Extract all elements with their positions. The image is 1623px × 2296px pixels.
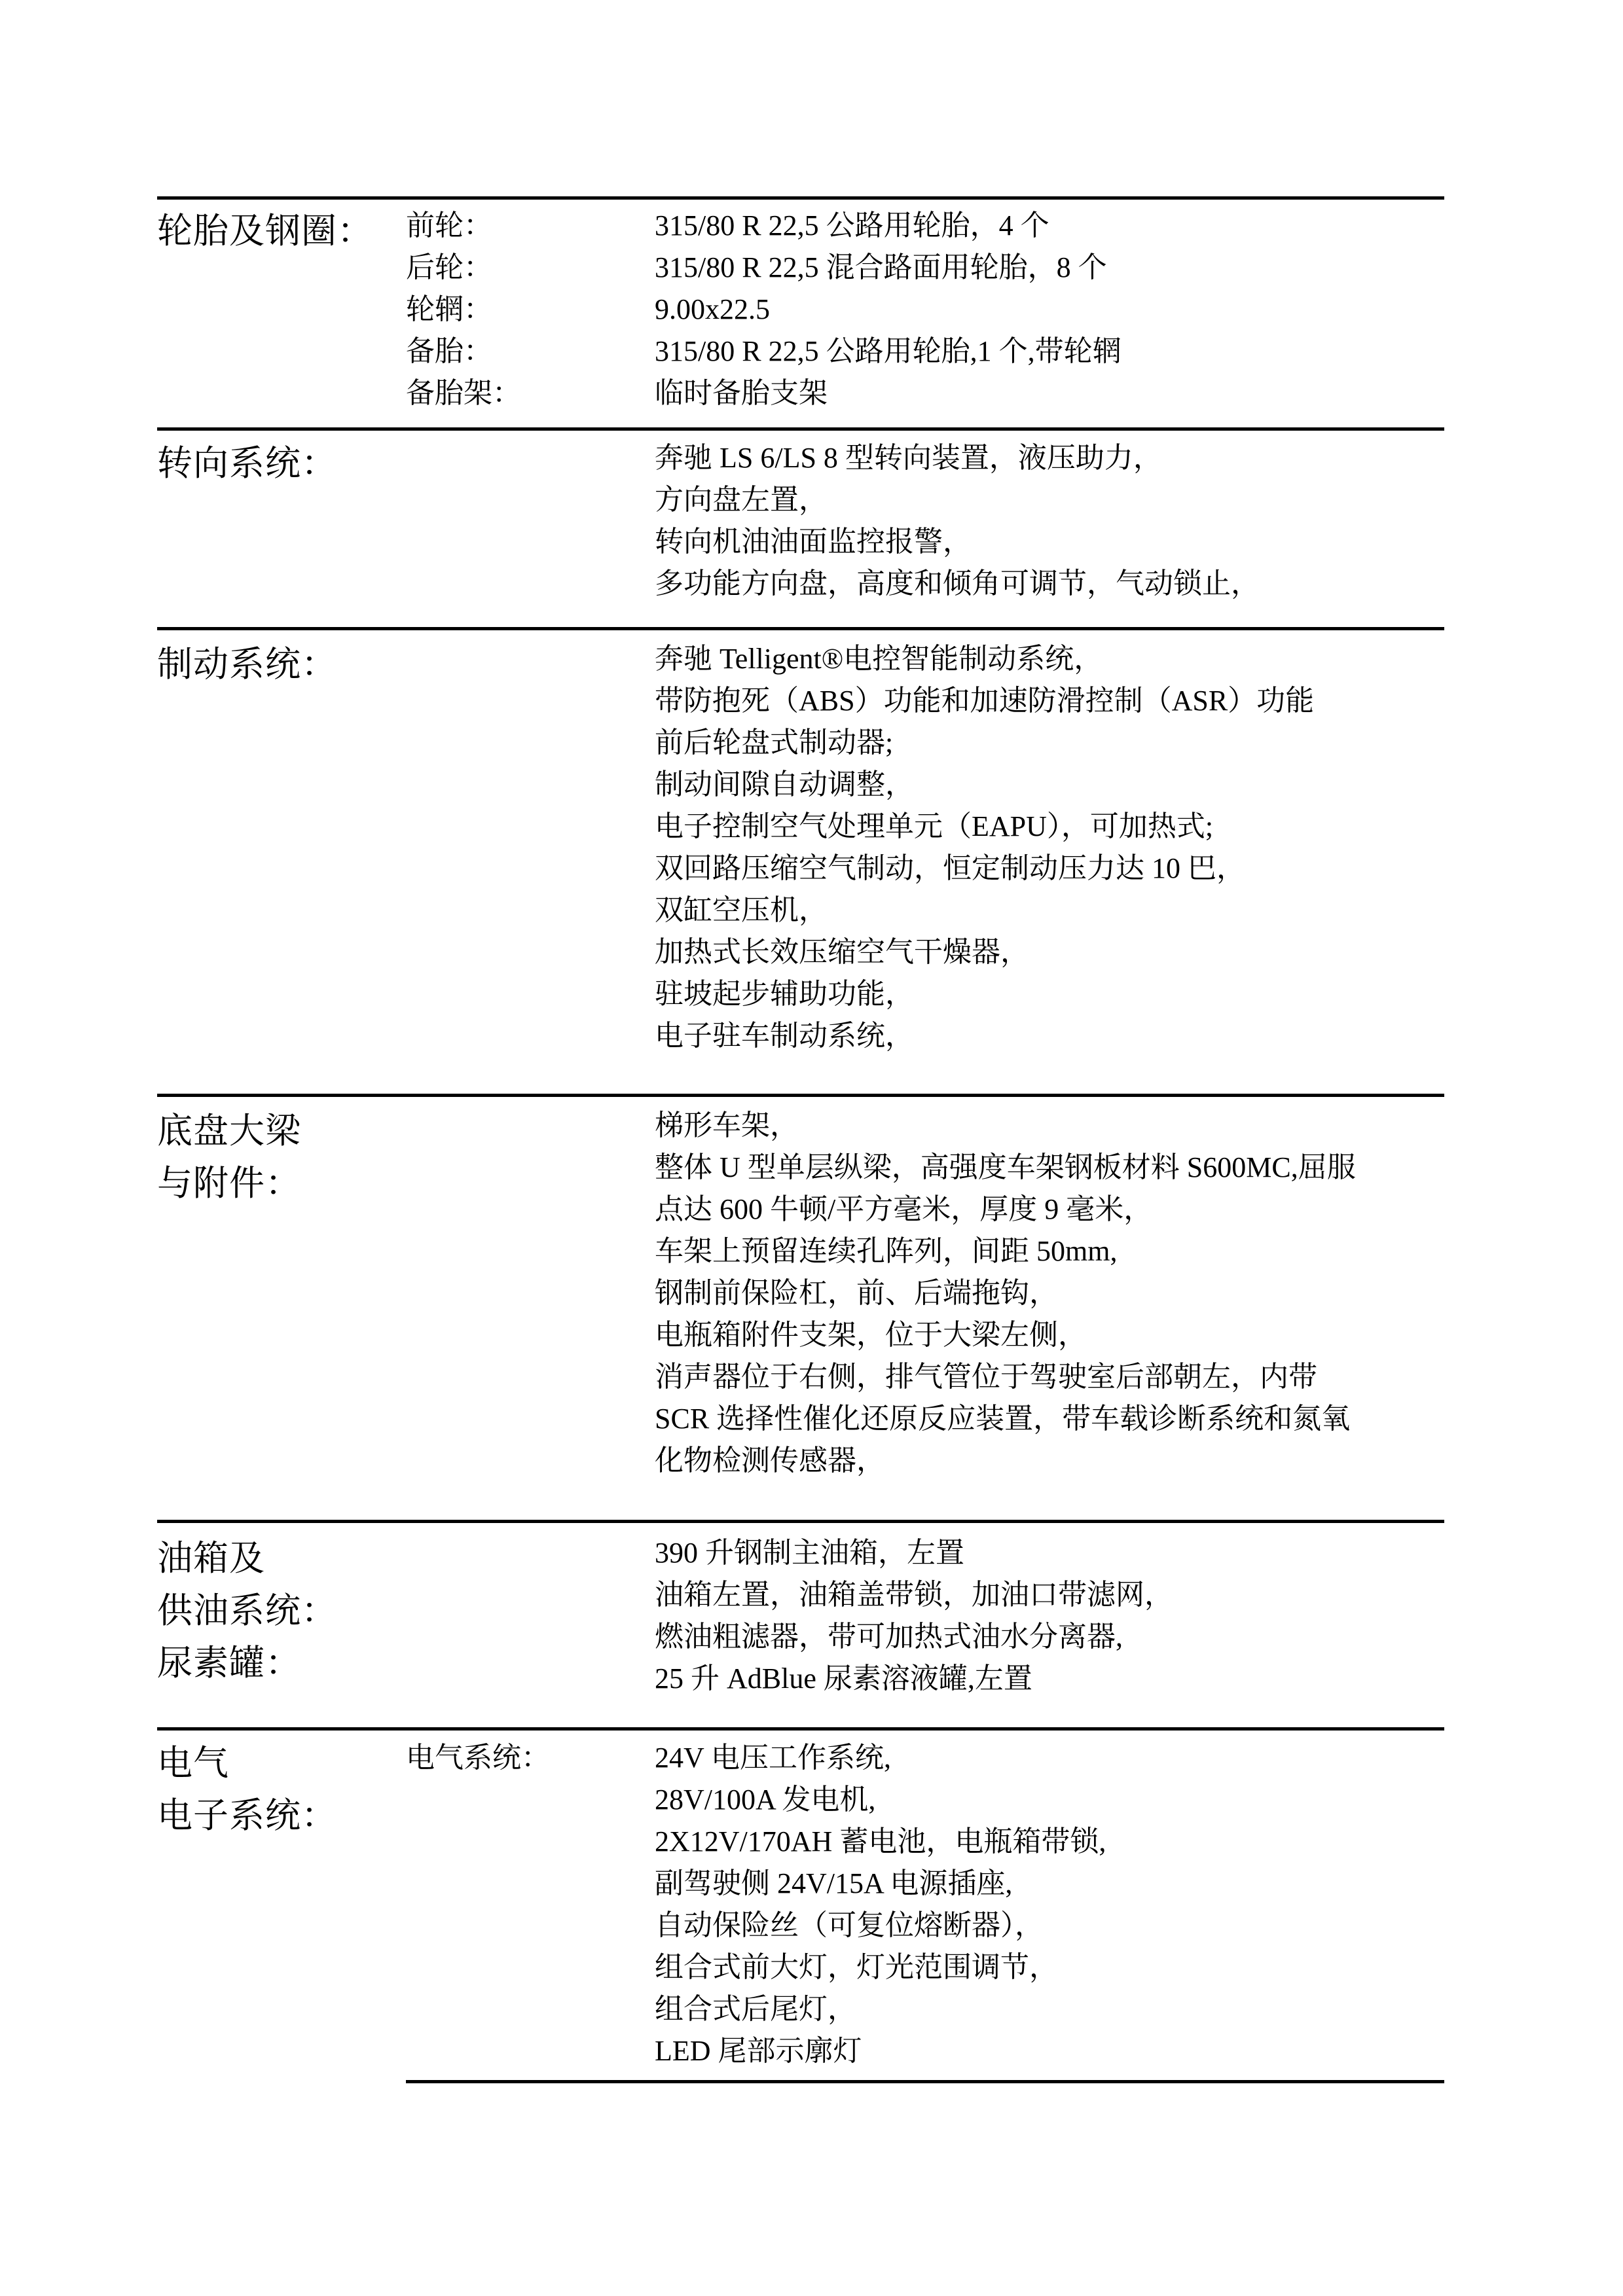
- spec-row: [406, 372, 1444, 414]
- spec-row: [406, 806, 1444, 848]
- spec-row: [406, 1105, 1444, 1147]
- spec-row: [406, 680, 1444, 722]
- spec-row-sublabel: [406, 889, 655, 931]
- section-chassis-frame-and-attachments: [157, 1094, 1444, 1520]
- spec-row-value: 315/80 R 22,5 混合路面用轮胎，8 个: [655, 251, 1107, 283]
- section-braking-system: [157, 627, 1444, 1094]
- spec-row-value: 燃油粗滤器，带可加热式油水分离器,: [655, 1621, 1123, 1653]
- spec-row-value: 电子驻车制动系统，: [655, 1020, 914, 1052]
- spec-row-sublabel: [406, 1863, 655, 1905]
- spec-row: [406, 437, 1444, 479]
- spec-row: [406, 638, 1444, 680]
- spec-row: [406, 1821, 1444, 1863]
- spec-row-value: 双回路压缩空气制动，恒定制动压力达 10 巴，: [655, 852, 1245, 884]
- spec-row-value: 315/80 R 22,5 公路用轮胎，4 个: [655, 209, 1049, 242]
- spec-row-value: 多功能方向盘，高度和倾角可调节，气动锁止，: [655, 567, 1260, 600]
- spec-row-value: 24V 电压工作系统,: [655, 1742, 891, 1774]
- spec-row-value: 驻坡起步辅助功能，: [655, 978, 914, 1010]
- spec-row: [406, 563, 1444, 605]
- spec-row-sublabel: [406, 1616, 655, 1658]
- section-label-line: 转向系统：: [157, 444, 337, 483]
- section-electrical-electronic-system: [157, 1727, 1444, 2080]
- spec-row: [406, 1230, 1444, 1272]
- spec-row-sublabel: [406, 1314, 655, 1356]
- section-rows: [406, 638, 1444, 1057]
- section-label: [157, 638, 406, 1057]
- spec-row-value: 25 升 AdBlue 尿素溶液罐,左置: [655, 1662, 1032, 1695]
- spec-row-value: 车架上预留连续孔阵列，间距 50mm,: [655, 1235, 1118, 1267]
- section-label-line: 尿素罐：: [157, 1643, 301, 1683]
- section-label: [157, 205, 406, 414]
- section-fuel-tank-and-supply-system: [157, 1520, 1444, 1727]
- spec-row-value: 电瓶箱附件支架，位于大梁左侧，: [655, 1319, 1087, 1351]
- spec-row-sublabel: [406, 1356, 655, 1398]
- section-steering-system: [157, 427, 1444, 627]
- section-label-line: 与附件：: [157, 1164, 301, 1203]
- section-label: [157, 1737, 406, 2072]
- table-bottom-rule: [406, 2080, 1444, 2083]
- spec-row: [406, 331, 1444, 372]
- spec-row: [406, 1905, 1444, 1946]
- spec-row-sublabel: [406, 638, 655, 680]
- spec-row-sublabel: 电气系统：: [406, 1742, 550, 1774]
- section-rows: [406, 1532, 1444, 1700]
- spec-row-value: 双缸空压机，: [655, 894, 828, 926]
- spec-row: [406, 848, 1444, 889]
- spec-row-sublabel: 前轮：: [406, 209, 492, 242]
- spec-row-value: 油箱左置，油箱盖带锁，加油口带滤网，: [655, 1579, 1173, 1611]
- spec-row-value: 奔驰 LS 6/LS 8 型转向装置，液压助力，: [655, 442, 1162, 474]
- spec-row: [406, 1272, 1444, 1314]
- spec-row-sublabel: [406, 1272, 655, 1314]
- spec-row-value: 加热式长效压缩空气干燥器，: [655, 936, 1029, 968]
- spec-row: [406, 973, 1444, 1015]
- spec-row: [406, 1356, 1444, 1398]
- spec-row: [406, 1147, 1444, 1189]
- spec-row-value: 整体 U 型单层纵梁，高强度车架钢板材料 S600MC,屈服: [655, 1151, 1356, 1183]
- spec-row-value: 组合式后尾灯，: [655, 1993, 856, 2025]
- spec-row-sublabel: [406, 437, 655, 479]
- spec-row: [406, 931, 1444, 973]
- spec-table: [157, 196, 1444, 2083]
- spec-row: [406, 1863, 1444, 1905]
- spec-row-value: LED 尾部示廓灯: [655, 2035, 862, 2067]
- spec-row-value: 组合式前大灯，灯光范围调节，: [655, 1951, 1058, 1983]
- spec-row: [406, 247, 1444, 289]
- spec-row: [406, 1440, 1444, 1482]
- section-tires-and-rims: [157, 196, 1444, 427]
- spec-row-value: 390 升钢制主油箱，左置: [655, 1537, 964, 1569]
- spec-row-sublabel: [406, 931, 655, 973]
- spec-row: [406, 479, 1444, 521]
- spec-row: [406, 1658, 1444, 1700]
- spec-row: [406, 722, 1444, 764]
- spec-row-value: 点达 600 牛顿/平方毫米，厚度 9 毫米，: [655, 1193, 1153, 1225]
- spec-row-sublabel: [406, 1988, 655, 2030]
- section-label-line: 油箱及: [157, 1539, 265, 1578]
- section-rows: [406, 1105, 1444, 1482]
- spec-row: [406, 1314, 1444, 1356]
- spec-row: [406, 1779, 1444, 1821]
- spec-row: [406, 289, 1444, 331]
- section-label: [157, 1105, 406, 1482]
- spec-row: [406, 2030, 1444, 2072]
- spec-row: [406, 1015, 1444, 1057]
- spec-row-sublabel: [406, 1779, 655, 1821]
- spec-row-value: 2X12V/170AH 蓄电池，电瓶箱带锁,: [655, 1825, 1106, 1857]
- spec-row-sublabel: [406, 1905, 655, 1946]
- spec-row-value: 化物检测传感器，: [655, 1444, 885, 1477]
- spec-row-sublabel: [406, 1105, 655, 1147]
- spec-row-sublabel: [406, 848, 655, 889]
- spec-row-value: 自动保险丝（可复位熔断器），: [655, 1909, 1044, 1941]
- spec-row-sublabel: [406, 1821, 655, 1863]
- spec-row-value: 315/80 R 22,5 公路用轮胎,1 个,带轮辋: [655, 335, 1122, 367]
- spec-row-sublabel: [406, 806, 655, 848]
- spec-row: [406, 1532, 1444, 1574]
- spec-row-value: 副驾驶侧 24V/15A 电源插座,: [655, 1867, 1013, 1899]
- spec-row-value: 梯形车架，: [655, 1109, 799, 1141]
- spec-row-sublabel: 备胎架：: [406, 377, 521, 409]
- spec-row-sublabel: [406, 1147, 655, 1189]
- spec-row: [406, 889, 1444, 931]
- spec-row-value: 9.00x22.5: [655, 293, 770, 325]
- spec-row-value: 钢制前保险杠，前、后端拖钩，: [655, 1277, 1058, 1309]
- spec-row-sublabel: [406, 1658, 655, 1700]
- section-label-line: 供油系统：: [157, 1591, 337, 1630]
- section-label-line: 电子系统：: [157, 1796, 337, 1835]
- spec-row-value: 消声器位于右侧，排气管位于驾驶室后部朝左，内带: [655, 1361, 1317, 1393]
- spec-row: [406, 1737, 1444, 1779]
- spec-row-value: 转向机油油面监控报警，: [655, 526, 972, 558]
- section-label-line: 底盘大梁: [157, 1111, 301, 1151]
- spec-row-sublabel: [406, 1532, 655, 1574]
- spec-row-sublabel: 后轮：: [406, 251, 492, 283]
- section-label-line: 制动系统：: [157, 645, 337, 684]
- spec-row: [406, 205, 1444, 247]
- spec-row-value: 奔驰 Telligent®电控智能制动系统，: [655, 643, 1103, 675]
- spec-row: [406, 1398, 1444, 1440]
- spec-row: [406, 1946, 1444, 1988]
- spec-row-sublabel: [406, 1015, 655, 1057]
- section-label-line: 轮胎及钢圈：: [157, 211, 373, 251]
- spec-row: [406, 1988, 1444, 2030]
- spec-row-sublabel: [406, 722, 655, 764]
- spec-row: [406, 764, 1444, 806]
- spec-row-sublabel: [406, 2030, 655, 2072]
- spec-row-sublabel: [406, 680, 655, 722]
- spec-row-sublabel: 轮辋：: [406, 293, 492, 325]
- spec-row: [406, 1189, 1444, 1230]
- spec-row-value: 电子控制空气处理单元（EAPU），可加热式;: [655, 810, 1214, 842]
- section-label: [157, 1532, 406, 1700]
- section-rows: [406, 205, 1444, 414]
- spec-row-value: 临时备胎支架: [655, 377, 828, 409]
- spec-row-sublabel: [406, 563, 655, 605]
- spec-row-sublabel: [406, 1440, 655, 1482]
- section-rows: [406, 1737, 1444, 2072]
- section-rows: [406, 437, 1444, 605]
- section-label-line: 电气: [157, 1744, 229, 1783]
- spec-row-sublabel: [406, 1946, 655, 1988]
- spec-row-sublabel: [406, 973, 655, 1015]
- spec-row-value: 方向盘左置，: [655, 484, 828, 516]
- spec-row-sublabel: [406, 1189, 655, 1230]
- spec-row: [406, 521, 1444, 563]
- spec-row: [406, 1574, 1444, 1616]
- spec-row: [406, 1616, 1444, 1658]
- spec-row-sublabel: [406, 479, 655, 521]
- spec-row-value: 前后轮盘式制动器;: [655, 726, 894, 759]
- spec-row-sublabel: [406, 1398, 655, 1440]
- section-label: [157, 437, 406, 605]
- spec-row-value: 制动间隙自动调整，: [655, 768, 914, 800]
- spec-row-value: 28V/100A 发电机,: [655, 1784, 876, 1816]
- spec-row-sublabel: 备胎：: [406, 335, 492, 367]
- spec-row-value: 带防抱死（ABS）功能和加速防滑控制（ASR）功能: [655, 685, 1315, 717]
- spec-row-sublabel: [406, 521, 655, 563]
- spec-row-sublabel: [406, 764, 655, 806]
- spec-row-sublabel: [406, 1574, 655, 1616]
- spec-row-value: SCR 选择性催化还原反应装置，带车载诊断系统和氮氧: [655, 1403, 1351, 1435]
- spec-row-sublabel: [406, 1230, 655, 1272]
